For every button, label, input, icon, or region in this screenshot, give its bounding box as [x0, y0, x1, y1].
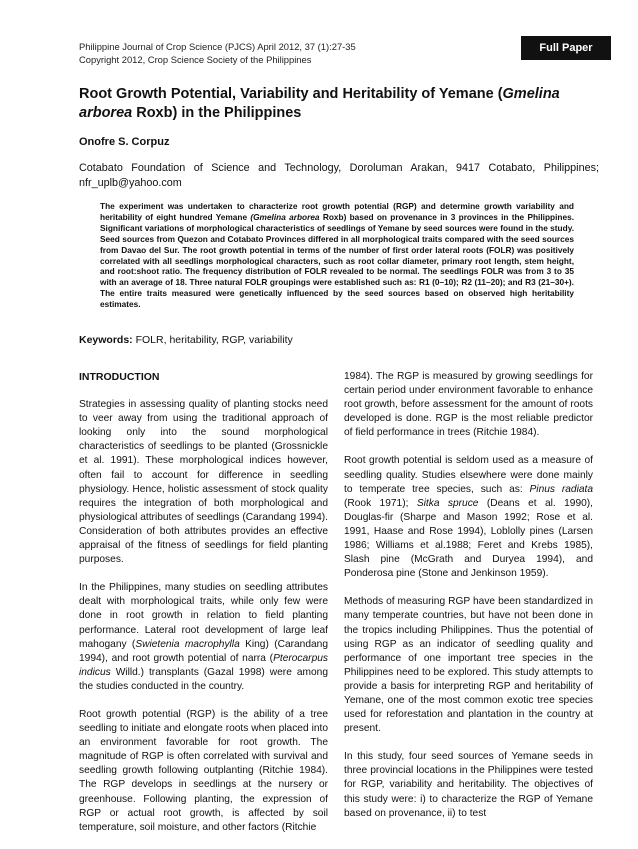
- title-part2: Roxb) in the Philippines: [132, 105, 302, 121]
- right-p2-species-1: Pinus radiata: [529, 483, 593, 495]
- right-column: [344, 370, 593, 835]
- right-paragraph-1: 1984). The RGP is measured by growing seedlings for certain period under environment favorable to enhance root growth, before assessment for the amount of roots developed is done. RGP is the most reliable predictor of field performance in trees (Ritchie 1984).: [344, 371, 593, 439]
- full-paper-badge: Full Paper: [521, 36, 611, 60]
- right-paragraph-3: Methods of measuring RGP have been standardized in many temperate countries, but have not been done in the tropics including Philippines. Thus the potential of using RGP as an indicator of seedling quality and performance of one important tree species in the Philippines need to be explored. This study attempts to provide a basis for interpreting RGP and heritability of Yemane, one of the most common exotic tree species used for reforestation and plantation in the country at present.: [344, 596, 593, 735]
- journal-citation: Philippine Journal of Crop Science (PJCS) April 2012, 37 (1):27-35: [79, 41, 356, 52]
- right-p2-text-a: Root growth potential is seldom used as a measure of seedling quality. Studies elsewhere were done mainly to temperate tree species, such as:: [344, 455, 593, 495]
- keywords-label: Keywords:: [79, 334, 133, 346]
- abstract-species: (Gmelina arborea: [250, 211, 320, 222]
- paper-title: [79, 85, 599, 123]
- intro-paragraph-3: Root growth potential (RGP) is the ability of a tree seedling to initiate and elongate roots when placed into an environment favorable for root growth. The magnitude of RGP is often correlated with survival and seedling growth following outplanting (Ritchie 1984). The RGP develops in seedlings at the nursery or greenhouse. Following planting, the expression of RGP or actual root growth, is affected by soil temperature, soil moisture, and other factors (Ritchie: [79, 708, 328, 833]
- journal-header: [79, 41, 356, 66]
- right-paragraph-4: In this study, four seed sources of Yemane seeds in three provincial locations in the Philippines were tested for RGP, variability and heritability. The objectives of this study were: i) to characterize the RGP of Yemane based on provenance, ii) to test: [344, 751, 593, 819]
- intro-p2-species-1: Swietenia macrophylla: [135, 638, 240, 650]
- copyright-line: Copyright 2012, Crop Science Society of the Philippines: [79, 53, 312, 65]
- right-paragraph-2: [344, 454, 593, 581]
- right-p2-text-c: (Deans et al. 1990), Douglas-fir (Sharpe and Mason 1992; Rose et al. 1991, Haase and Rose 1994), Loblolly pines (Larsen 1986; Williams et al.1988; Feret and Krebs 1985), Slash pine (McGrath and Duryea 1994), and Ponderosa pine (Stone and Jenkinson 1959).: [344, 497, 593, 580]
- abstract-part1: The experiment was undertaken to characterize root growth potential (RGP) and determine growth variability and heritability of eight hundred Yemane: [100, 201, 574, 222]
- abstract: [100, 201, 574, 310]
- keywords-list: FOLR, heritability, RGP, variability: [132, 334, 293, 346]
- intro-p2-text-c: Willd.) transplants (Gazal 1998) were among the studies conducted in the country.: [79, 666, 328, 692]
- abstract-part2: Roxb) based on provenance in 3 provinces in the Philippines. Significant variations of morphological characteristics of seedlings of Yemane by seed sources were found in the study. Seed sources from Quezon and Cotabato Provinces differed in all morphological traits compared with the seed sources from Davao del Sur. The root growth potential in terms of the number of first order lateral roots (FOLR) was positively correlated with all seedlings morphological characters, such as root collar diameter, primary root length, stem height, and root:shoot ratio. The frequency distribution of FOLR revealed to be normal. The seedlings FOLR was from 3 to 35 with an average of 18. Three natural FOLR groupings were established such as: R1 (0–10); R2 (11–20); and R3 (21–30+). The entire traits measured were genetically influenced by the seed sources based on observed high heritability estimates.: [100, 211, 574, 310]
- author-affiliation: Cotabato Foundation of Science and Technology, Doroluman Arakan, 9417 Cotabato, Philippines; nfr_uplb@yahoo.com: [79, 162, 599, 189]
- title-part1: Root Growth Potential, Variability and Heritability of Yemane (: [79, 86, 503, 102]
- right-p2-species-2: Sitka spruce: [416, 497, 479, 509]
- right-p2-text-b: (Rook 1971);: [344, 497, 417, 509]
- intro-p2-text-b: King) (Carandang 1994), and root growth potential of narra (: [79, 638, 328, 664]
- left-column: [79, 370, 328, 849]
- author-name: Onofre S. Corpuz: [79, 136, 170, 148]
- intro-p2-text-a: In the Philippines, many studies on seedling attributes dealt with morphological traits, while only few were done in root growth in relation to field planting performance. Lateral root development of large leaf mahogany (: [79, 582, 328, 650]
- intro-p2-species-2: Pterocarpus indicus: [79, 652, 328, 678]
- intro-paragraph-2: [79, 581, 328, 694]
- title-species: Gmelina arborea: [79, 86, 560, 121]
- keywords: [79, 334, 293, 346]
- intro-paragraph-1: Strategies in assessing quality of planting stocks need to veer away from using the traditional approach of looking only into the sound morphological characteristics of seedlings to be planted (Grossnickle et al. 1991). These morphological indices however, often fail to account for difference in seedling physiology. Hence, holistic assessment of stock quality requires the integration of both morphological and physiological attributes of seedlings (Carandang 1994). Consideration of both attributes provides an effective appraisal of the fitness of seedlings for field planting purposes.: [79, 399, 328, 566]
- section-heading-introduction: INTRODUCTION: [79, 371, 160, 383]
